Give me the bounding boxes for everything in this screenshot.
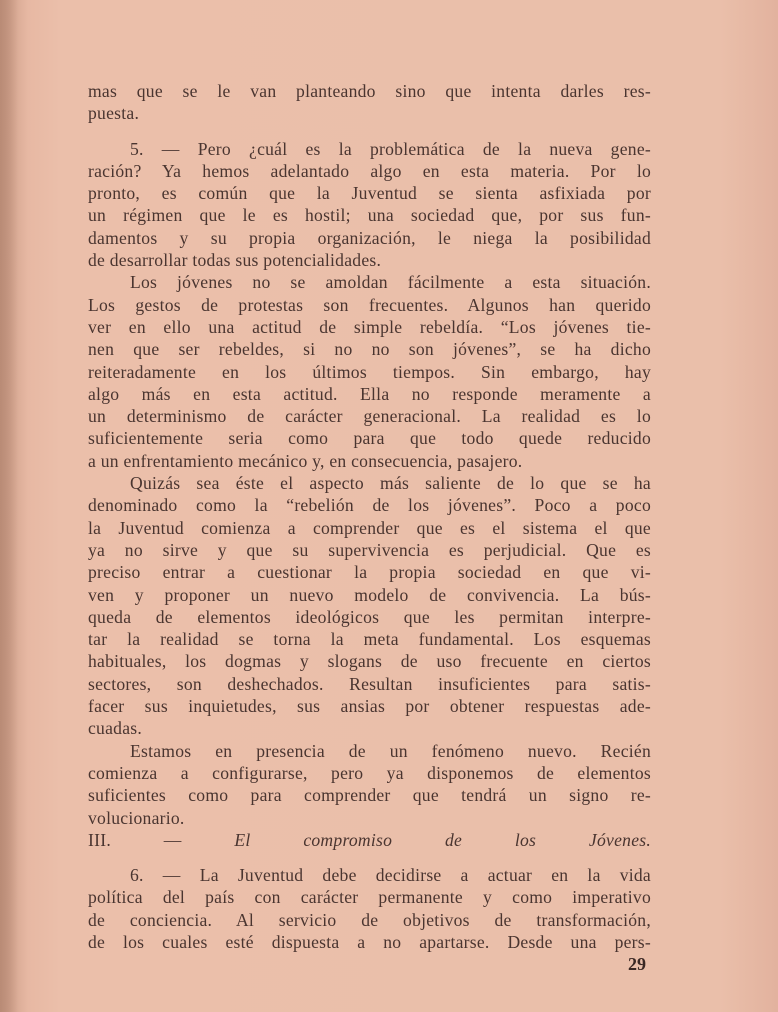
text-line: pronto, es común que la Juventud se sienta asfixiada por bbox=[88, 183, 651, 204]
text-line: sectores, son deshechados. Resultan insuficientes para satis- bbox=[88, 673, 651, 694]
text-line: de los cuales esté dispuesta a no apartarse. Desde una pers- bbox=[88, 931, 651, 952]
text-line: ven y proponer un nuevo modelo de convivencia. La bús- bbox=[88, 584, 651, 605]
text-line: Quizás sea éste el aspecto más saliente de lo que se ha bbox=[130, 473, 651, 494]
section-heading bbox=[88, 829, 651, 851]
text-line: Estamos en presencia de un fenómeno nuevo. Recién bbox=[130, 740, 651, 761]
text-line: damentos y su propia organización, le niega la posibilidad bbox=[88, 227, 651, 248]
page-number: 29 bbox=[628, 954, 646, 974]
text-line: de conciencia. Al servicio de objetivos de transformación, bbox=[88, 909, 651, 930]
section-title: El compromiso de los Jóvenes. bbox=[234, 829, 651, 850]
text-line: comienza a configurarse, pero ya disponemos de elementos bbox=[88, 762, 651, 783]
text-line: facer sus inquietudes, sus ansias por obtener respuestas ade- bbox=[88, 696, 651, 717]
text-line: puesta. bbox=[88, 103, 140, 124]
text-line: 6. — La Juventud debe decidirse a actuar en la vida bbox=[130, 865, 651, 886]
text-line: suficientemente seria como para que todo quede reducido bbox=[88, 428, 651, 449]
text-line: tar la realidad se torna la meta fundamental. Los esquemas bbox=[88, 629, 651, 650]
text-line: reiteradamente en los últimos tiempos. Sin embargo, hay bbox=[88, 361, 651, 382]
section-number: III. — bbox=[88, 829, 182, 850]
text-line: de desarrollar todas sus potencialidades. bbox=[88, 250, 382, 271]
text-line: nen que ser rebeldes, si no no son jóvenes”, se ha dicho bbox=[88, 339, 651, 360]
text-line: preciso entrar a cuestionar la propia sociedad en que vi- bbox=[88, 562, 651, 583]
text-line: Los jóvenes no se amoldan fácilmente a esta situación. bbox=[130, 272, 651, 293]
text-line: Los gestos de protestas son frecuentes. Algunos han querido bbox=[88, 294, 651, 315]
text-line: ración? Ya hemos adelantado algo en esta materia. Por lo bbox=[88, 160, 651, 181]
text-line: ver en ello una actitud de simple rebeldía. “Los jóvenes tie- bbox=[88, 316, 651, 337]
text-line: volucionario. bbox=[88, 807, 185, 828]
text-line: a un enfrentamiento mecánico y, en consecuencia, pasajero. bbox=[88, 450, 523, 471]
text-line: cuadas. bbox=[88, 718, 143, 739]
text-line: algo más en esta actitud. Ella no responde meramente a bbox=[88, 383, 651, 404]
text-line: habituales, los dogmas y slogans de uso frecuente en ciertos bbox=[88, 651, 651, 672]
text-line: política del país con carácter permanente y como imperativo bbox=[88, 887, 651, 908]
text-line: un régimen que le es hostil; una sociedad que, por sus fun- bbox=[88, 205, 651, 226]
text-line: suficientes como para comprender que tendrá un signo re- bbox=[88, 785, 651, 806]
text-line: la Juventud comienza a comprender que es el sistema el que bbox=[88, 517, 651, 538]
paragraph-gap bbox=[88, 125, 651, 138]
text-line: 5. — Pero ¿cuál es la problemática de la nueva gene- bbox=[130, 138, 651, 159]
text-line: queda de elementos ideológicos que les permitan interpre- bbox=[88, 606, 651, 627]
text-line: un determinismo de carácter generacional. La realidad es lo bbox=[88, 406, 651, 427]
text-line: denominado como la “rebelión de los jóvenes”. Poco a poco bbox=[88, 495, 651, 516]
text-line: mas que se le van planteando sino que intenta darles res- bbox=[88, 81, 651, 101]
text-line: ya no sirve y que su supervivencia es perjudicial. Que es bbox=[88, 539, 651, 560]
body-text bbox=[88, 80, 651, 953]
paragraph-gap bbox=[88, 851, 651, 864]
page-binding-shadow bbox=[0, 0, 18, 1012]
